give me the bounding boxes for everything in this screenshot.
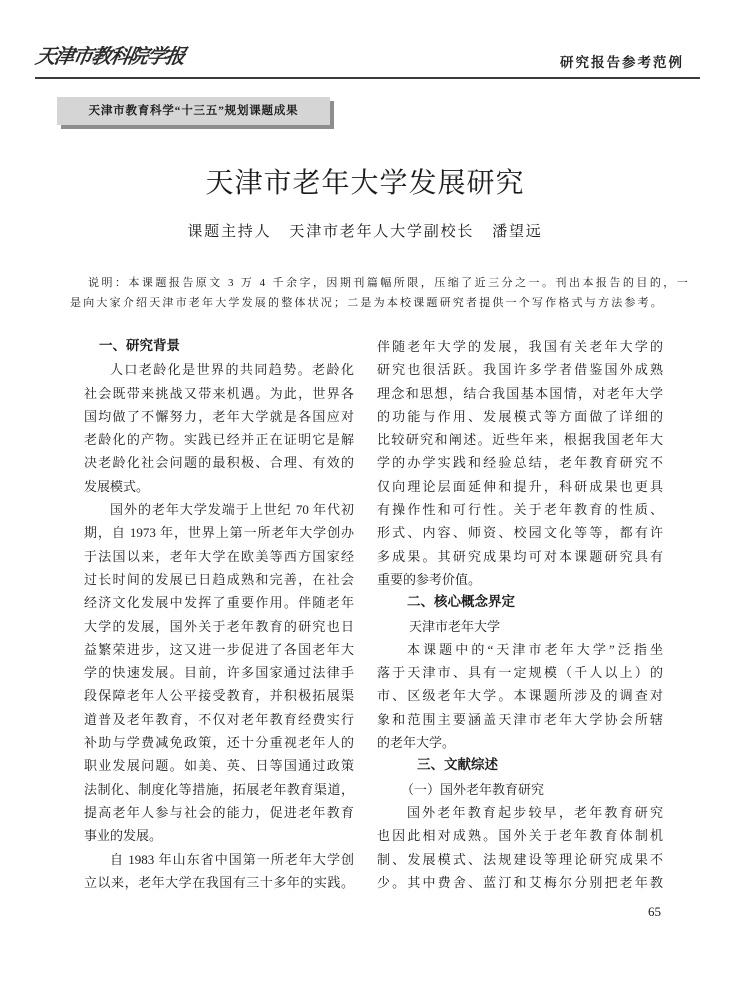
paragraph [84,358,354,498]
text-line: 大学的发展，国外关于老年教育的研究也日 [84,618,354,634]
text-line: 国外老年教育起步较早，老年教育研究 [407,804,663,820]
text-line: 少。其中费舍、蓝汀和艾梅尔分别把老年教 [377,874,663,890]
running-header-section: 研究报告参考范例 [560,55,684,71]
text-line: 过长时间的发展已日趋成熟和完善，在社会 [84,571,354,587]
text-line: 制、发展模式、法规建设等理论研究成果不 [377,851,663,867]
section-heading: 二、核心概念界定 [407,594,515,611]
section-heading: 一、研究背景 [99,338,180,354]
text-line: 自 1983 年山东省中国第一所老年大学创 [110,851,354,867]
section-heading: 三、文献综述 [417,757,498,774]
text-line: 于法国以来，老年大学在欧美等西方国家经 [84,548,354,564]
header-rule [35,77,700,79]
text-line: 伴随老年大学的发展，我国有关老年大学的 [377,339,663,354]
text-line: 益繁荣进步，这又进一步促进了各国老年大 [84,641,354,657]
text-line: 职业发展问题。如美、英、日等国通过政策 [84,758,354,774]
text-line: 立以来，老年大学在我国有三十多年的实践。 [84,874,354,890]
paragraph [84,498,354,847]
project-badge [57,97,330,125]
subsection-heading: 天津市老年大学 [409,618,501,634]
text-line: 比较研究和阐述。近些年来，根据我国老年大 [377,432,663,448]
paragraph [377,638,663,754]
text-line: 国均做了不懈努力，老年大学就是各国应对 [84,408,354,424]
author-name: 潘望远 [492,224,543,240]
text-line: 理念和思想，结合我国基本国情，对老年大学 [377,385,663,401]
text-line: 老龄化的产物。实践已经并正在证明它是解 [84,432,354,448]
text-line: 学的办学实践和经验总结，老年教育研究不 [377,455,663,471]
author-role: 课题主持人 [187,224,272,240]
left-column [84,335,354,894]
text-line: 本课题中的“天津市老年大学”泛指坐 [407,641,663,657]
text-line: 市、区级老年大学。本课题所涉及的调查对 [377,688,663,704]
text-line: 落于天津市、具有一定规模（千人以上）的 [377,665,663,681]
text-line: 有操作性和可行性。关于老年教育的性质、 [377,502,663,518]
text-line: 多成果。其研究成果均可对本课题研究具有 [377,548,663,564]
article-title: 天津市老年大学发展研究 [205,166,525,199]
journal-logo: 天津市教科院学报 [33,44,187,68]
text-line: 法制化、制度化等措施，拓展老年教育渠道， [84,781,354,797]
text-line: 决老龄化社会问题的最积极、合理、有效的 [84,455,354,471]
text-line: 也因此相对成熟。国外关于老年教育体制机 [377,828,663,844]
project-badge-text: 天津市教育科学“十三五”规划课题成果 [88,105,299,117]
text-line: 学的快速发展。目前，许多国家通过法律手 [84,665,354,681]
author-affiliation: 天津市老年人大学副校长 [289,224,475,240]
text-line: 象和范围主要涵盖天津市老年大学协会所辖 [377,711,663,727]
paragraph [377,801,663,894]
text-line: 经济文化发展中发挥了重要作用。伴随老年 [84,595,354,611]
text-line: 重要的参考价值。 [377,571,482,587]
text-line: 研究也很活跃。我国许多学者借鉴国外成熟 [377,362,663,378]
paragraph [377,335,663,591]
text-line: 道普及老年教育，不仅对老年教育经费实行 [84,711,354,727]
text-line: 形式、内容、师资、校园文化等等，都有许 [377,525,663,541]
text-line: 的功能与作用、发展模式等方面做了详细的 [377,408,663,424]
text-line: 国外的老年大学发端于上世纪 70 年代初 [110,502,354,518]
paragraph [84,848,354,895]
text-line: 说明：本课题报告原文 3 万 4 千余字，因期刊篇幅所限，压缩了近三分之一。刊出本报告的目的，一 [88,277,690,289]
page-number: 65 [648,904,661,919]
text-line: 补助与学费减免政策，还十分重视老年人的 [84,735,354,751]
text-line: 发展模式。 [84,478,150,494]
text-line: 提高老年人参与社会的能力，促进老年教育 [84,804,354,820]
byline [0,222,730,242]
text-line: 人口老龄化是世界的共同趋势。老龄化 [110,362,354,378]
text-line: 事业的发展。 [84,828,163,844]
right-column [377,335,663,894]
text-line: 的老年大学。 [377,735,456,751]
subsection-heading: （一）国外老年教育研究 [401,781,545,797]
text-line: 是向大家介绍天津市老年大学发展的整体状况；二是为本校课题研究者提供一个写作格式与方法参考。 [70,297,664,309]
text-line: 期，自 1973 年，世界上第一所老年大学创办 [84,525,354,541]
text-line: 仅向理论层面延伸和提升，科研成果也更具 [377,478,663,494]
text-line: 社会既带来挑战又带来机遇。为此，世界各 [84,385,354,401]
text-line: 段保障老年人公平接受教育，并积极拓展渠 [84,688,354,704]
editor-note [70,273,690,313]
